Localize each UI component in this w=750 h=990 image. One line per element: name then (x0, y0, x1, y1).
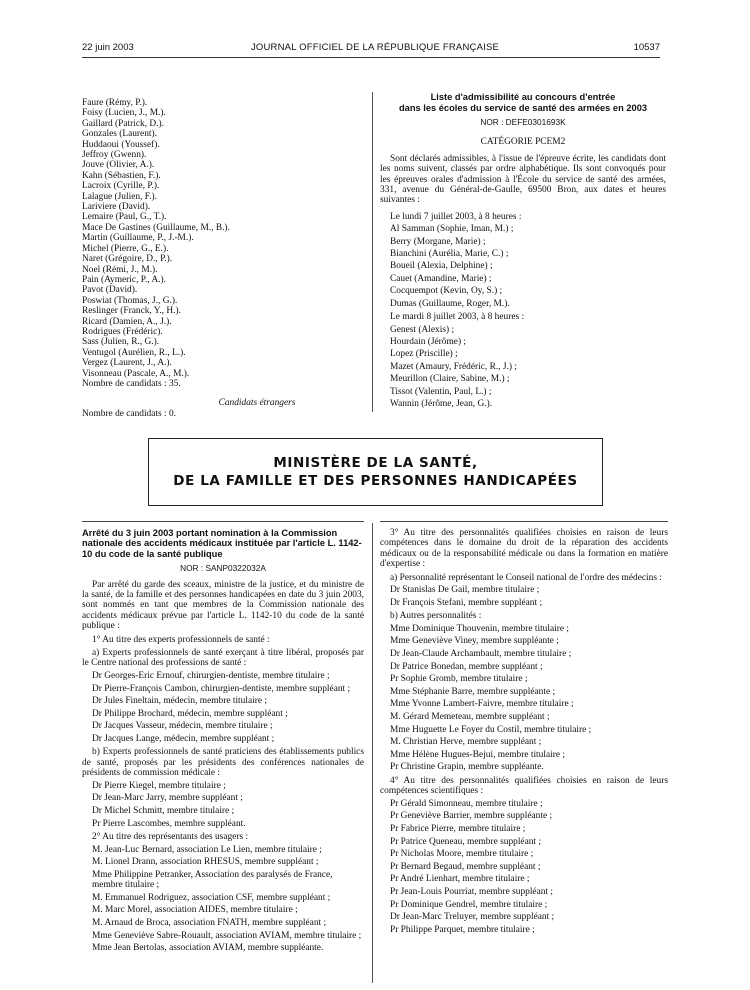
member-entry: Dr Pierre-François Cambon, chirurgien-dentiste, membre suppléant ; (92, 683, 351, 694)
section-1b-heading: b) Experts professionnels de santé praticiens des établissements publics de santé, proposés par les présidents des conférences nationales de présidents de commission médicale : (82, 747, 364, 779)
section-4-heading: 4° Au titre des personnalités qualifiées choisies en raison de leurs compétences scientifiques : (380, 775, 668, 797)
member-entry: M. Emmanuel Rodriguez, association CSF, membre suppléant ; (92, 892, 331, 903)
ministry-heading-box (148, 438, 603, 506)
admissibility-intro: Sont déclarés admissibles, à l'issue de l'épreuve écrite, les candidats dont les noms suivent, classés par ordre alphabétique. Ils sont convoqués pour les épreuves orales d'admission à l'École du service de santé des armées, 331, avenue du Général-de-Gaulle, 69500 Bron, aux dates et heures suivantes : (380, 153, 666, 206)
member-entry: Dr Michel Schmitt, membre titulaire ; (92, 806, 235, 817)
day1-list (380, 224, 666, 309)
candidate-name: Meurillon (Claire, Sabine, M.) ; (390, 374, 510, 385)
column-divider-top (372, 92, 373, 412)
member-entry: Mme Huguette Le Foyer du Costil, membre titulaire ; (390, 724, 592, 735)
member-entry: M. Lionel Drann, association RHESUS, membre suppléant ; (92, 857, 319, 868)
member-entry: Mme Hélène Hugues-Bejui, membre titulaire ; (390, 749, 565, 760)
member-entry: M. Gérard Memeteau, membre suppléant ; (390, 711, 550, 722)
candidate-name: Berry (Morgane, Marie) ; (390, 236, 486, 247)
day2-list (380, 325, 666, 410)
candidate-name: Bianchini (Aurélia, Marie, C.) ; (390, 249, 509, 260)
section-2-list (82, 845, 364, 954)
category-heading: CATÉGORIE PCEM2 (480, 137, 566, 148)
candidate-name: Gaillard (Patrick, D.). (82, 118, 165, 129)
member-entry: Dr François Stefani, membre suppléant ; (390, 597, 543, 608)
member-entry: Dr Jean-Marc Jarry, membre suppléant ; (92, 793, 243, 804)
section-3b-heading: b) Autres personnalités : (390, 611, 482, 622)
candidate-name: Hourdain (Jérôme) ; (390, 336, 467, 347)
member-entry: Pr Nicholas Moore, membre titulaire ; (390, 849, 534, 860)
candidate-name: Lacroix (Cyrille, P.). (82, 181, 160, 192)
section-1b-list (82, 781, 364, 829)
member-entry: Mme Jean Bertolas, association AVIAM, membre suppléante. (92, 943, 324, 954)
member-entry: Mme Geneviève Sabre-Rouault, association AVIAM, membre titulaire ; (92, 930, 362, 941)
candidate-name: Cocquempot (Kevin, Oy, S.) ; (390, 286, 503, 297)
page-header (0, 42, 750, 56)
candidate-name: Kahn (Sébastien, F.). (82, 170, 161, 181)
member-entry: Pr André Lienhart, membre titulaire ; (390, 874, 530, 885)
member-entry: Pr Philippe Parquet, membre titulaire ; (390, 924, 535, 935)
candidate-name: Wannin (Jérôme, Jean, G.). (390, 398, 493, 409)
foreign-candidates-heading: Candidats étrangers (218, 398, 296, 409)
ministry-line-2: DE LA FAMILLE ET DES PERSONNES HANDICAPÉES (173, 473, 578, 489)
member-entry: Dr Jules Fineltain, médecin, membre titulaire ; (92, 696, 267, 707)
section-4-list (380, 799, 668, 935)
member-entry: M. Jean-Luc Bernard, association Le Lien, membre titulaire ; (92, 844, 322, 855)
candidate-name: Lopez (Priscille) ; (390, 349, 458, 360)
member-entry: Dr Jean-Claude Archambault, membre titulaire ; (390, 649, 572, 659)
journal-title: JOURNAL OFFICIEL DE LA RÉPUBLIQUE FRANÇAISE (250, 42, 500, 53)
admissibility-list (380, 92, 666, 409)
candidate-name: Jouve (Olivier, A.). (82, 160, 155, 171)
candidate-name: Huddaoui (Youssef). (82, 139, 160, 150)
member-entry: Dr Stanislas De Gail, membre titulaire ; (390, 585, 540, 596)
member-entry: Mme Philippine Petranker, Association des paralysés de France, membre titulaire ; (92, 869, 333, 891)
candidate-name: Lemaire (Paul, G., T.). (82, 212, 167, 223)
member-entry: Dr Jacques Vasseur, médecin, membre titulaire ; (92, 721, 273, 732)
candidate-name: Poswiat (Thomas, J., G.). (82, 295, 178, 306)
candidate-name: Naret (Grégoire, D., P.). (82, 254, 173, 265)
section-1a-list (82, 671, 364, 744)
arrete-nor: NOR : SANP0322032A (180, 563, 266, 574)
section-3b-list (380, 624, 668, 773)
candidate-name: Faure (Rémy, P.). (82, 98, 148, 108)
member-entry: Mme Yvonne Lambert-Faivre, membre titulaire ; (390, 699, 574, 710)
section-rule-right (380, 521, 668, 522)
candidate-name: Reslinger (Franck, Y., H.). (82, 306, 181, 317)
name-list (82, 98, 372, 379)
arrete-title: Arrêté du 3 juin 2003 portant nomination à la Commission nationale des accidents médicaux instituée par l'article L. 1142-10 du code de la santé publique (82, 528, 362, 559)
candidate-name: Lariviere (David). (82, 202, 151, 213)
foreign-candidate-count: Nombre de candidats : 0. (82, 408, 176, 419)
member-entry: Pr Jean-Louis Pourriat, membre suppléant ; (390, 886, 553, 897)
column-divider-bottom (372, 523, 373, 983)
candidate-name: Lalague (Julien, F.). (82, 191, 158, 202)
candidate-name: Mace De Gastines (Guillaume, M., B.). (82, 222, 230, 233)
candidate-name: Dumas (Guillaume, Roger, M.). (390, 298, 510, 309)
candidate-name: Jeffroy (Gwenn). (82, 150, 147, 161)
member-entry: M. Arnaud de Broca, association FNATH, membre suppléant ; (92, 918, 327, 928)
candidate-name: Vergez (Laurent, J., A.). (82, 358, 172, 369)
member-entry: Pr Patrice Queneau, membre suppléant ; (390, 836, 541, 847)
member-entry: Mme Dominique Thouvenin, membre titulaire ; (390, 623, 569, 634)
header-date: 22 juin 2003 (82, 42, 134, 53)
candidate-name: Martin (Guillaume, P., J.-M.). (82, 233, 194, 244)
member-entry: Mme Stéphanie Barre, membre suppléante ; (390, 686, 556, 697)
page-number: 10537 (633, 42, 660, 53)
candidate-name: Ventugol (Aurélien, R., L.). (82, 347, 186, 358)
candidate-name: Gonzales (Laurent). (82, 129, 157, 140)
member-entry: Dr Pierre Kiegel, membre titulaire ; (92, 780, 226, 791)
candidate-name: Foisy (Lucien, J., M.). (82, 108, 166, 119)
member-entry: Dr Georges-Eric Ernouf, chirurgien-dentiste, membre titulaire ; (92, 671, 330, 682)
arrete-left-column (82, 528, 364, 954)
member-entry: Dr Philippe Brochard, médecin, membre suppléant ; (92, 708, 288, 719)
section-3a-heading: a) Personnalité représentant le Conseil national de l'ordre des médecins : (390, 572, 662, 583)
candidate-name: Pavot (David). (82, 285, 138, 296)
section-3a-list (380, 585, 668, 608)
member-entry: Pr Gérald Simonneau, membre titulaire ; (390, 798, 543, 809)
candidate-name: Pain (Aymeric, P., A.). (82, 274, 167, 285)
section-1-heading: 1° Au titre des experts professionnels de santé : (92, 634, 270, 645)
member-entry: Pr Christine Grapin, membre suppléante. (390, 762, 544, 773)
candidate-count: Nombre de candidats : 35. (82, 378, 181, 389)
member-entry: Pr Geneviève Barrier, membre suppléante ; (390, 811, 553, 822)
day1-heading: Le lundi 7 juillet 2003, à 8 heures : (390, 211, 522, 222)
member-entry: M. Christian Herve, membre suppléant ; (390, 737, 542, 748)
arrete-right-column (380, 528, 668, 935)
arrete-intro: Par arrêté du garde des sceaux, ministre de la justice, et du ministre de la santé, de la famille et des personnes handicapées en date du 3 juin 2003, sont nommés en tant que membres de la Commission nationale des accidents médicaux prévue par l'article L. 1142-10 du code de la santé publique : (82, 579, 364, 632)
candidate-name: Sass (Julien, R., G.). (82, 337, 160, 348)
member-entry: Pr Fabrice Pierre, membre titulaire ; (390, 823, 526, 834)
candidate-name: Al Samman (Sophie, Iman, M.) ; (390, 224, 514, 235)
section-3-heading: 3° Au titre des personnalités qualifiées choisies en raison de leurs compétences dans le domaine du droit de la réparation des accidents médicaux ou de la responsabilité médicale ou dans la formation en matière d'expertise : (380, 528, 668, 570)
candidate-name: Mazet (Amaury, Frédéric, R., J.) ; (390, 361, 517, 372)
candidate-list-left (82, 98, 372, 419)
member-entry: Pr Bernard Begaud, membre suppléant ; (390, 861, 541, 872)
candidate-name: Rodrigues (Frédéric). (82, 326, 163, 337)
member-entry: Pr Sophie Gromb, membre titulaire ; (390, 674, 528, 685)
day2-heading: Le mardi 8 juillet 2003, à 8 heures : (390, 312, 525, 323)
section-1a-heading: a) Experts professionnels de santé exerçant à titre libéral, proposés par le Centre national des professions de santé : (82, 648, 364, 669)
member-entry: M. Marc Morel, association AIDES, membre titulaire ; (92, 905, 298, 916)
candidate-name: Tissot (Valentin, Paul, L.) ; (390, 386, 492, 397)
admissibility-title-1: Liste d'admissibilité au concours d'entrée (430, 92, 616, 102)
member-entry: Pr Pierre Lascombes, membre suppléant. (92, 818, 246, 829)
candidate-name: Visonneau (Pascale, A., M.). (82, 368, 190, 379)
nor-reference: NOR : DEFE0301693K (480, 117, 566, 127)
member-entry: Mme Geneviève Viney, membre suppléante ; (390, 636, 559, 647)
member-entry: Dr Patrice Bonedan, membre suppléant ; (390, 661, 543, 672)
candidate-name: Boueil (Alexia, Delphine) ; (390, 261, 493, 272)
candidate-name: Noel (Rémi, J., M.). (82, 264, 158, 275)
admissibility-title-2: dans les écoles du service de santé des armées en 2003 (398, 102, 648, 113)
ministry-line-1: MINISTÈRE DE LA SANTÉ, (273, 455, 478, 471)
section-rule-left (82, 521, 364, 522)
candidate-name: Genest (Alexis) ; (390, 324, 455, 335)
candidate-name: Ricard (Damien, A., J.). (82, 316, 172, 327)
section-2-heading: 2° Au titre des représentants des usagers : (92, 832, 249, 843)
header-rule (82, 57, 660, 58)
member-entry: Dr Jean-Marc Treluyer, membre suppléant ; (390, 912, 555, 923)
member-entry: Pr Dominique Gendrel, membre titulaire ; (390, 899, 548, 910)
candidate-name: Michel (Pierre, G., E.). (82, 243, 169, 254)
member-entry: Dr Jacques Lange, médecin, membre suppléant ; (92, 734, 275, 745)
candidate-name: Cauet (Amandine, Marie) ; (390, 273, 492, 284)
